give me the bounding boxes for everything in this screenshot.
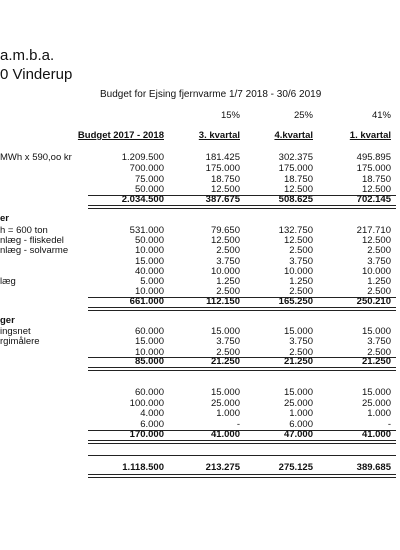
- col-header-budget: Budget 2017 - 2018: [77, 130, 164, 141]
- row-label: nlæg - fliskedel: [0, 235, 64, 246]
- cell: 12.500: [361, 184, 391, 195]
- cell: 3.750: [216, 336, 240, 347]
- cell: 1.250: [367, 276, 391, 287]
- percent-q4: 25%: [293, 110, 313, 121]
- cell: 10.000: [283, 266, 313, 277]
- cell: 12.500: [283, 235, 313, 246]
- cell: 40.000: [134, 266, 164, 277]
- grand-total: 213.275: [205, 462, 240, 473]
- cell: 15.000: [210, 387, 240, 398]
- cell: 25.000: [283, 398, 313, 409]
- cell: 15.000: [283, 326, 313, 337]
- section-1-total: 387.675: [205, 194, 240, 205]
- cell: 12.500: [283, 184, 313, 195]
- cell: -: [236, 419, 240, 430]
- cell: 1.250: [289, 276, 313, 287]
- percent-q1: 41%: [371, 110, 391, 121]
- cell: 1.000: [289, 408, 313, 419]
- grand-total-rule: [88, 474, 396, 478]
- cell: 15.000: [283, 387, 313, 398]
- total-rule: [88, 205, 396, 209]
- cell: 2.500: [367, 245, 391, 256]
- cell: 50.000: [134, 184, 164, 195]
- cell: 217.710: [356, 225, 391, 236]
- section-4-total: 41.000: [210, 429, 240, 440]
- cell: 10.000: [134, 245, 164, 256]
- cell: 132.750: [278, 225, 313, 236]
- cell: 15.000: [210, 326, 240, 337]
- row-label: rgimålere: [0, 336, 40, 347]
- company-name: a.m.b.a.: [0, 47, 55, 64]
- total-rule: [88, 367, 396, 371]
- row-label: ingsnet: [0, 326, 31, 337]
- grand-total: 275.125: [278, 462, 313, 473]
- section-3-total: 21.250: [361, 356, 391, 367]
- budget-subtitle: Budget for Ejsing fjernvarme 1/7 2018 - 30/6 2019: [100, 89, 322, 100]
- cell: 1.000: [367, 408, 391, 419]
- section-2-total: 250.210: [356, 296, 391, 307]
- section-3-heading: ger: [0, 315, 15, 326]
- cell: 6.000: [289, 419, 313, 430]
- cell: 3.750: [289, 256, 313, 267]
- cell: 15.000: [134, 336, 164, 347]
- cell: 1.250: [216, 276, 240, 287]
- cell: 12.500: [210, 184, 240, 195]
- cell: 3.750: [216, 256, 240, 267]
- cell: 18.750: [283, 174, 313, 185]
- cell: 181.425: [205, 152, 240, 163]
- col-header-q1: 1. kvartal: [349, 130, 391, 141]
- cell: 10.000: [210, 266, 240, 277]
- cell: 15.000: [134, 256, 164, 267]
- cell: 5.000: [140, 276, 164, 287]
- section-4-total: 47.000: [283, 429, 313, 440]
- cell: 4.000: [140, 408, 164, 419]
- cell: 60.000: [134, 387, 164, 398]
- company-location: 0 Vinderup: [0, 66, 73, 83]
- cell: 18.750: [361, 174, 391, 185]
- cell: 175.000: [205, 163, 240, 174]
- total-rule: [88, 440, 396, 444]
- cell: 2.500: [289, 286, 313, 297]
- col-header-q3: 3. kvartal: [198, 130, 240, 141]
- grand-total-top-rule: [88, 455, 396, 456]
- cell: 700.000: [129, 163, 164, 174]
- cell: 2.500: [289, 347, 313, 358]
- section-2-total: 661.000: [129, 296, 164, 307]
- section-4-total: 170.000: [129, 429, 164, 440]
- cell: 531.000: [129, 225, 164, 236]
- cell: 10.000: [134, 286, 164, 297]
- percent-q3: 15%: [220, 110, 240, 121]
- cell: 10.000: [361, 266, 391, 277]
- cell: 1.209.500: [121, 152, 164, 163]
- cell: 2.500: [216, 347, 240, 358]
- row-label: læg: [0, 276, 16, 287]
- cell: 50.000: [134, 235, 164, 246]
- section-4-total: 41.000: [361, 429, 391, 440]
- cell: 60.000: [134, 326, 164, 337]
- cell: 100.000: [129, 398, 164, 409]
- col-header-q4: 4.kvartal: [274, 130, 313, 141]
- cell: 302.375: [278, 152, 313, 163]
- cell: 10.000: [134, 347, 164, 358]
- cell: 2.500: [367, 347, 391, 358]
- cell: 12.500: [210, 235, 240, 246]
- cell: 3.750: [367, 256, 391, 267]
- grand-total: 1.118.500: [122, 462, 164, 473]
- section-1-total: 2.034.500: [121, 194, 164, 205]
- cell: 79.650: [210, 225, 240, 236]
- cell: 2.500: [367, 286, 391, 297]
- cell: 175.000: [356, 163, 391, 174]
- row-label: nlæg - solvarme: [0, 245, 69, 256]
- cell: 2.500: [289, 245, 313, 256]
- row-label: MWh x 590,oo kr: [0, 152, 72, 163]
- total-rule: [88, 307, 396, 311]
- cell: 15.000: [361, 387, 391, 398]
- cell: -: [387, 419, 391, 430]
- section-3-total: 21.250: [283, 356, 313, 367]
- cell: 15.000: [361, 326, 391, 337]
- cell: 495.895: [356, 152, 391, 163]
- cell: 75.000: [134, 174, 164, 185]
- grand-total: 389.685: [356, 462, 391, 473]
- cell: 1.000: [216, 408, 240, 419]
- row-label: h = 600 ton: [0, 225, 48, 236]
- cell: 2.500: [216, 286, 240, 297]
- section-3-total: 21.250: [210, 356, 240, 367]
- section-2-total: 165.250: [278, 296, 313, 307]
- cell: 25.000: [361, 398, 391, 409]
- cell: 18.750: [210, 174, 240, 185]
- section-1-total: 508.625: [278, 194, 313, 205]
- cell: 25.000: [210, 398, 240, 409]
- section-2-heading: er: [0, 213, 9, 224]
- cell: 3.750: [367, 336, 391, 347]
- cell: 3.750: [289, 336, 313, 347]
- section-2-total: 112.150: [206, 296, 240, 307]
- section-1-total: 702.145: [356, 194, 391, 205]
- cell: 2.500: [216, 245, 240, 256]
- cell: 6.000: [140, 419, 164, 430]
- section-3-total: 85.000: [134, 356, 164, 367]
- cell: 175.000: [278, 163, 313, 174]
- cell: 12.500: [361, 235, 391, 246]
